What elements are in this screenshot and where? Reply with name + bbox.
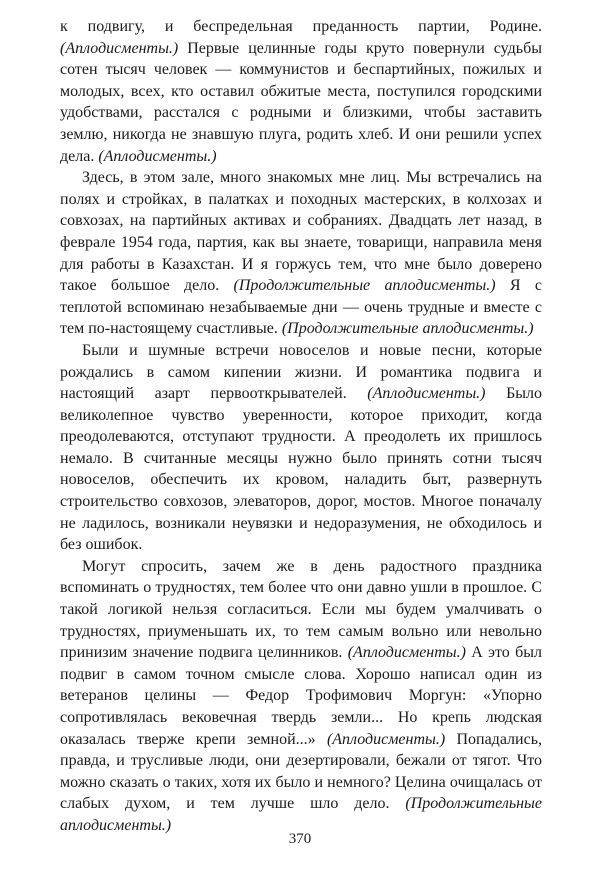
- applause-note: (Аплодисменты.): [60, 39, 179, 57]
- text-run: Было великолепное чувство уверенности, которое приходит, когда преодолеваются, отступают трудности. А преодолеть их пришлось немало. В считанные месяцы нужно было принять сотни тысяч новоселов, обеспечить их кровом, наладить быт, развернуть строительство совхозов, элеваторов, дорог, мостов. Многое поначалу не ладилось, возникали неувязки и недоразумения, не обходилось и без ошибок.: [60, 385, 542, 554]
- text-run: Могут спросить, зачем же в день радостного праздника вспоминать о трудностях, тем более что они давно ушли в прошлое. С такой логикой нельзя согласиться. Если мы будем умалчивать о трудностях, приуменьшать их, то тем самым вольно или невольно принизим значение подвига целинников.: [60, 557, 542, 662]
- text-run: А это был подвиг в самом точном смысле слова. Хорошо написал один из ветеранов целины — Федор Трофимович Моргун: «Упорно сопротивлялась вековечная твердь земли... Но крепь людская оказалась тверже крепи земной...»: [60, 644, 543, 748]
- applause-note: (Продолжительные аплодисменты.): [281, 320, 534, 338]
- applause-note: (Аплодисменты.): [98, 147, 217, 165]
- applause-note: (Продолжительные аплодисменты.): [233, 277, 496, 295]
- text-run: к подвигу, и беспредельная преданность партии, Родине.: [60, 18, 542, 35]
- text-run: Здесь, в этом зале, много знакомых мне лиц. Мы встречались на полях и стройках, в палатках и походных мастерских, в колхозах и совхозах, на партийных активах и собраниях. Двадцать лет назад, в феврале 1954 года, партия, как вы знаете, товарищи, направила меня для работы в Казахстан. И я горжусь тем, что мне было доверено такое большое дело.: [60, 169, 542, 295]
- applause-note: (Аплодисменты.): [367, 385, 486, 403]
- text-run: Первые целинные годы круто повернули судьбы сотен тысяч человек — коммунистов и беспартийных, пожилых и молодых, всех, кто оставил обжитые места, поступился городскими удобствами, расстался с родными и близкими, чтобы заставить землю, никогда не знавшую плуга, родить хлеб. И они решили успех дела.: [60, 39, 542, 165]
- applause-note: (Продолжительные аплодисменты.): [60, 795, 542, 834]
- paragraph: [60, 167, 542, 340]
- applause-note: (Аплодисменты.): [347, 644, 466, 662]
- text-run: Попадались, правда, и трусливые люди, они дезертировали, бежали от тягот. Что можно сказать о таких, хотя их было и немного? Целина очищалась от слабых духом, и тем лучше шло дело.: [60, 730, 543, 813]
- applause-note: (Аплодисменты.): [326, 730, 446, 748]
- page-number: 370: [288, 831, 312, 847]
- text-run: Были и шумные встречи новоселов и новые песни, которые рождались в самом кипении жизни. И романтика подвига и настоящий азарт первооткрывателей.: [60, 341, 542, 403]
- paragraph: [60, 340, 542, 556]
- paragraph: [60, 556, 542, 837]
- text-run: Я с теплотой вспоминаю незабываемые дни — очень трудные и вместе с тем по-настоящему счастливые.: [60, 277, 542, 338]
- body-text: [60, 16, 542, 837]
- paragraph: [60, 16, 542, 167]
